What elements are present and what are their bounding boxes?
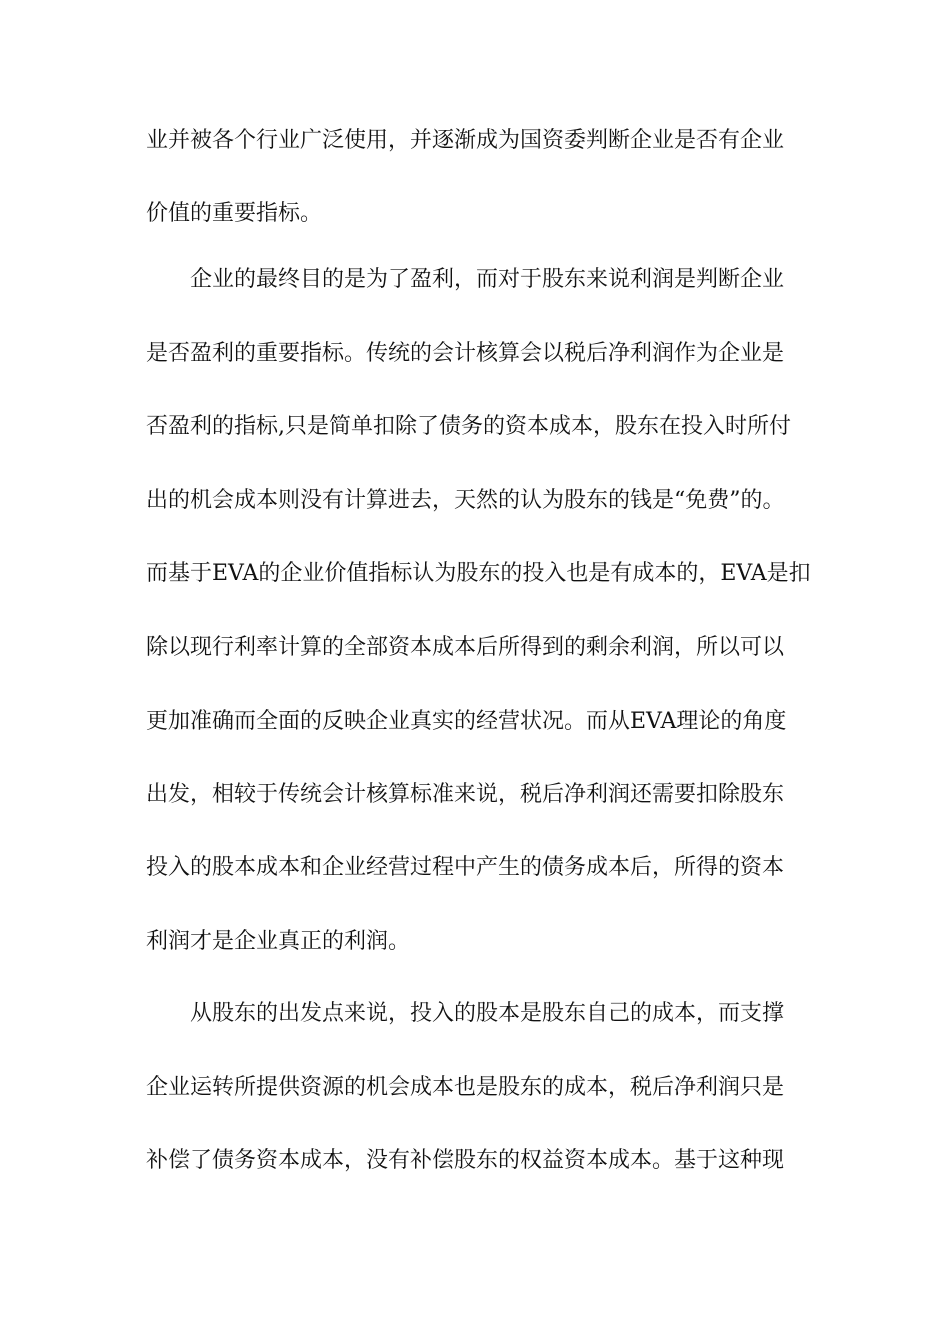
text-line: 而基于EVA的企业价值指标认为股东的投入也是有成本的，EVA是扣 (146, 561, 811, 586)
text-line: 补偿了债务资本成本，没有补偿股东的权益资本成本。基于这种现 (146, 1148, 785, 1173)
text-line: 投入的股本成本和企业经营过程中产生的债务成本后，所得的资本 (146, 855, 785, 880)
text-line: 企业运转所提供资源的机会成本也是股东的成本，税后净利润只是 (146, 1075, 785, 1100)
paragraph-first-line: 企业的最终目的是为了盈利，而对于股东来说利润是判断企业 (190, 267, 785, 292)
text-line: 利润才是企业真正的利润。 (146, 929, 411, 954)
text-line: 是否盈利的重要指标。传统的会计核算会以税后净利润作为企业是 (146, 341, 785, 366)
paragraph-first-line: 从股东的出发点来说，投入的股本是股东自己的成本，而支撑 (190, 1001, 785, 1026)
text-line: 出的机会成本则没有计算进去，天然的认为股东的钱是“免费”的。 (146, 488, 785, 513)
text-line: 更加准确而全面的反映企业真实的经营状况。而从EVA理论的角度 (146, 709, 787, 734)
text-line: 除以现行利率计算的全部资本成本后所得到的剩余利润，所以可以 (146, 635, 785, 660)
text-line: 出发，相较于传统会计核算标准来说，税后净利润还需要扣除股东 (146, 782, 785, 807)
text-line: 否盈利的指标,只是简单扣除了债务的资本成本，股东在投入时所付 (146, 414, 791, 439)
text-line: 价值的重要指标。 (146, 201, 323, 226)
text-line: 业并被各个行业广泛使用，并逐渐成为国资委判断企业是否有企业 (146, 128, 785, 153)
